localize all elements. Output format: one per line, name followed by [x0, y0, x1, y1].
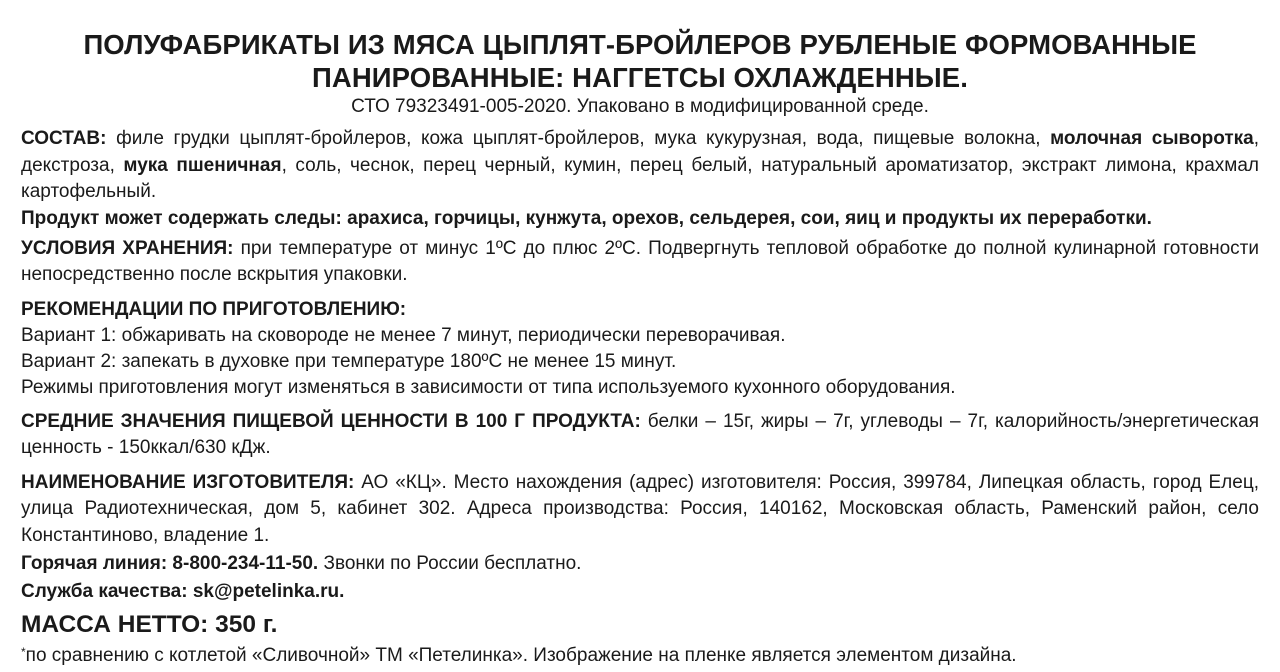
hotline-section — [21, 549, 1259, 578]
cooking-section — [21, 297, 1259, 401]
cooking-label: РЕКОМЕНДАЦИИ ПО ПРИГОТОВЛЕНИЮ: — [21, 298, 407, 320]
cooking-line-1: Вариант 1: обжаривать на сковороде не менее 7 минут, периодически переворачивая. — [21, 324, 786, 346]
standard-note: СТО 79323491-005-2020. Упаковано в модифицированной среде. — [351, 96, 929, 117]
product-title — [21, 0, 1259, 94]
footnote-mark: * — [21, 645, 26, 659]
storage-section — [21, 236, 1259, 289]
net-mass: МАССА НЕТТО: 350 г. — [21, 611, 278, 638]
composition-text-2: , декстроза, — [21, 128, 1259, 176]
manufacturer-label: НАИМЕНОВАНИЕ ИЗГОТОВИТЕЛЯ: — [21, 471, 355, 493]
composition-text-3: , соль, чеснок, перец черный, кумин, перец белый, натуральный ароматизатор, экстракт лимона, крахмал картофельный. — [21, 154, 1259, 202]
composition-text-1: филе грудки цыплят-бройлеров, кожа цыплят-бройлеров, мука кукурузная, вода, пищевые волокна, — [106, 128, 1051, 149]
footnote — [21, 640, 1259, 668]
hotline-label: Горячая линия: 8-800-234-11-50. — [21, 553, 319, 574]
composition-bold-2: мука пшеничная — [123, 154, 282, 176]
cooking-line-2: Вариант 2: запекать в духовке при температуре 180ºС не менее 15 минут. — [21, 350, 677, 372]
title-line-2: ПАНИРОВАННЫЕ: НАГГЕТСЫ ОХЛАЖДЕННЫЕ. — [312, 62, 968, 93]
composition-label: СОСТАВ: — [21, 128, 107, 149]
nutrition-text: белки – 15г, жиры – 7г, углеводы – 7г, калорийность/энергетическая ценность - 150ккал/630 кДж. — [21, 410, 1259, 458]
storage-label: УСЛОВИЯ ХРАНЕНИЯ: — [21, 237, 234, 259]
manufacturer-section — [21, 470, 1259, 550]
composition-section — [21, 126, 1259, 206]
manufacturer-text: АО «КЦ». Место нахождения (адрес) изготовителя: Россия, 399784, Липецкая область, город Елец, улица Радиотехническая, дом 5, кабинет 302. Адреса производства: Россия, 140162, Московская область, Раменский район, село Константиново, владение 1. — [21, 471, 1259, 546]
hotline-text: Звонки по России бесплатно. — [318, 553, 582, 574]
nutrition-label: СРЕДНИЕ ЗНАЧЕНИЯ ПИЩЕВОЙ ЦЕННОСТИ В 100 Г ПРОДУКТА: — [21, 410, 641, 432]
nutrition-section — [21, 409, 1259, 462]
footnote-text: по сравнению с котлетой «Сливочной» ТМ «Петелинка». Изображение на пленке является элементом дизайна. — [25, 645, 1017, 666]
storage-text: при температуре от минус 1ºС до плюс 2ºС. Подвергнуть тепловой обработке до полной кулинарной готовности непосредственно после вскрытия упаковки. — [21, 237, 1259, 285]
composition-bold-1: молочная сыворотка — [1050, 128, 1254, 149]
allergens-note: Продукт может содержать следы: арахиса, горчицы, кунжута, орехов, сельдерея, сои, яиц и продукты их переработки. — [21, 207, 1152, 229]
cooking-line-3: Режимы приготовления могут изменяться в зависимости от типа используемого кухонного оборудования. — [21, 376, 956, 398]
quality-service: Служба качества: sk@petelinka.ru. — [21, 581, 345, 602]
title-line-1: ПОЛУФАБРИКАТЫ ИЗ МЯСА ЦЫПЛЯТ-БРОЙЛЕРОВ РУБЛЕНЫЕ ФОРМОВАННЫЕ — [83, 29, 1197, 60]
